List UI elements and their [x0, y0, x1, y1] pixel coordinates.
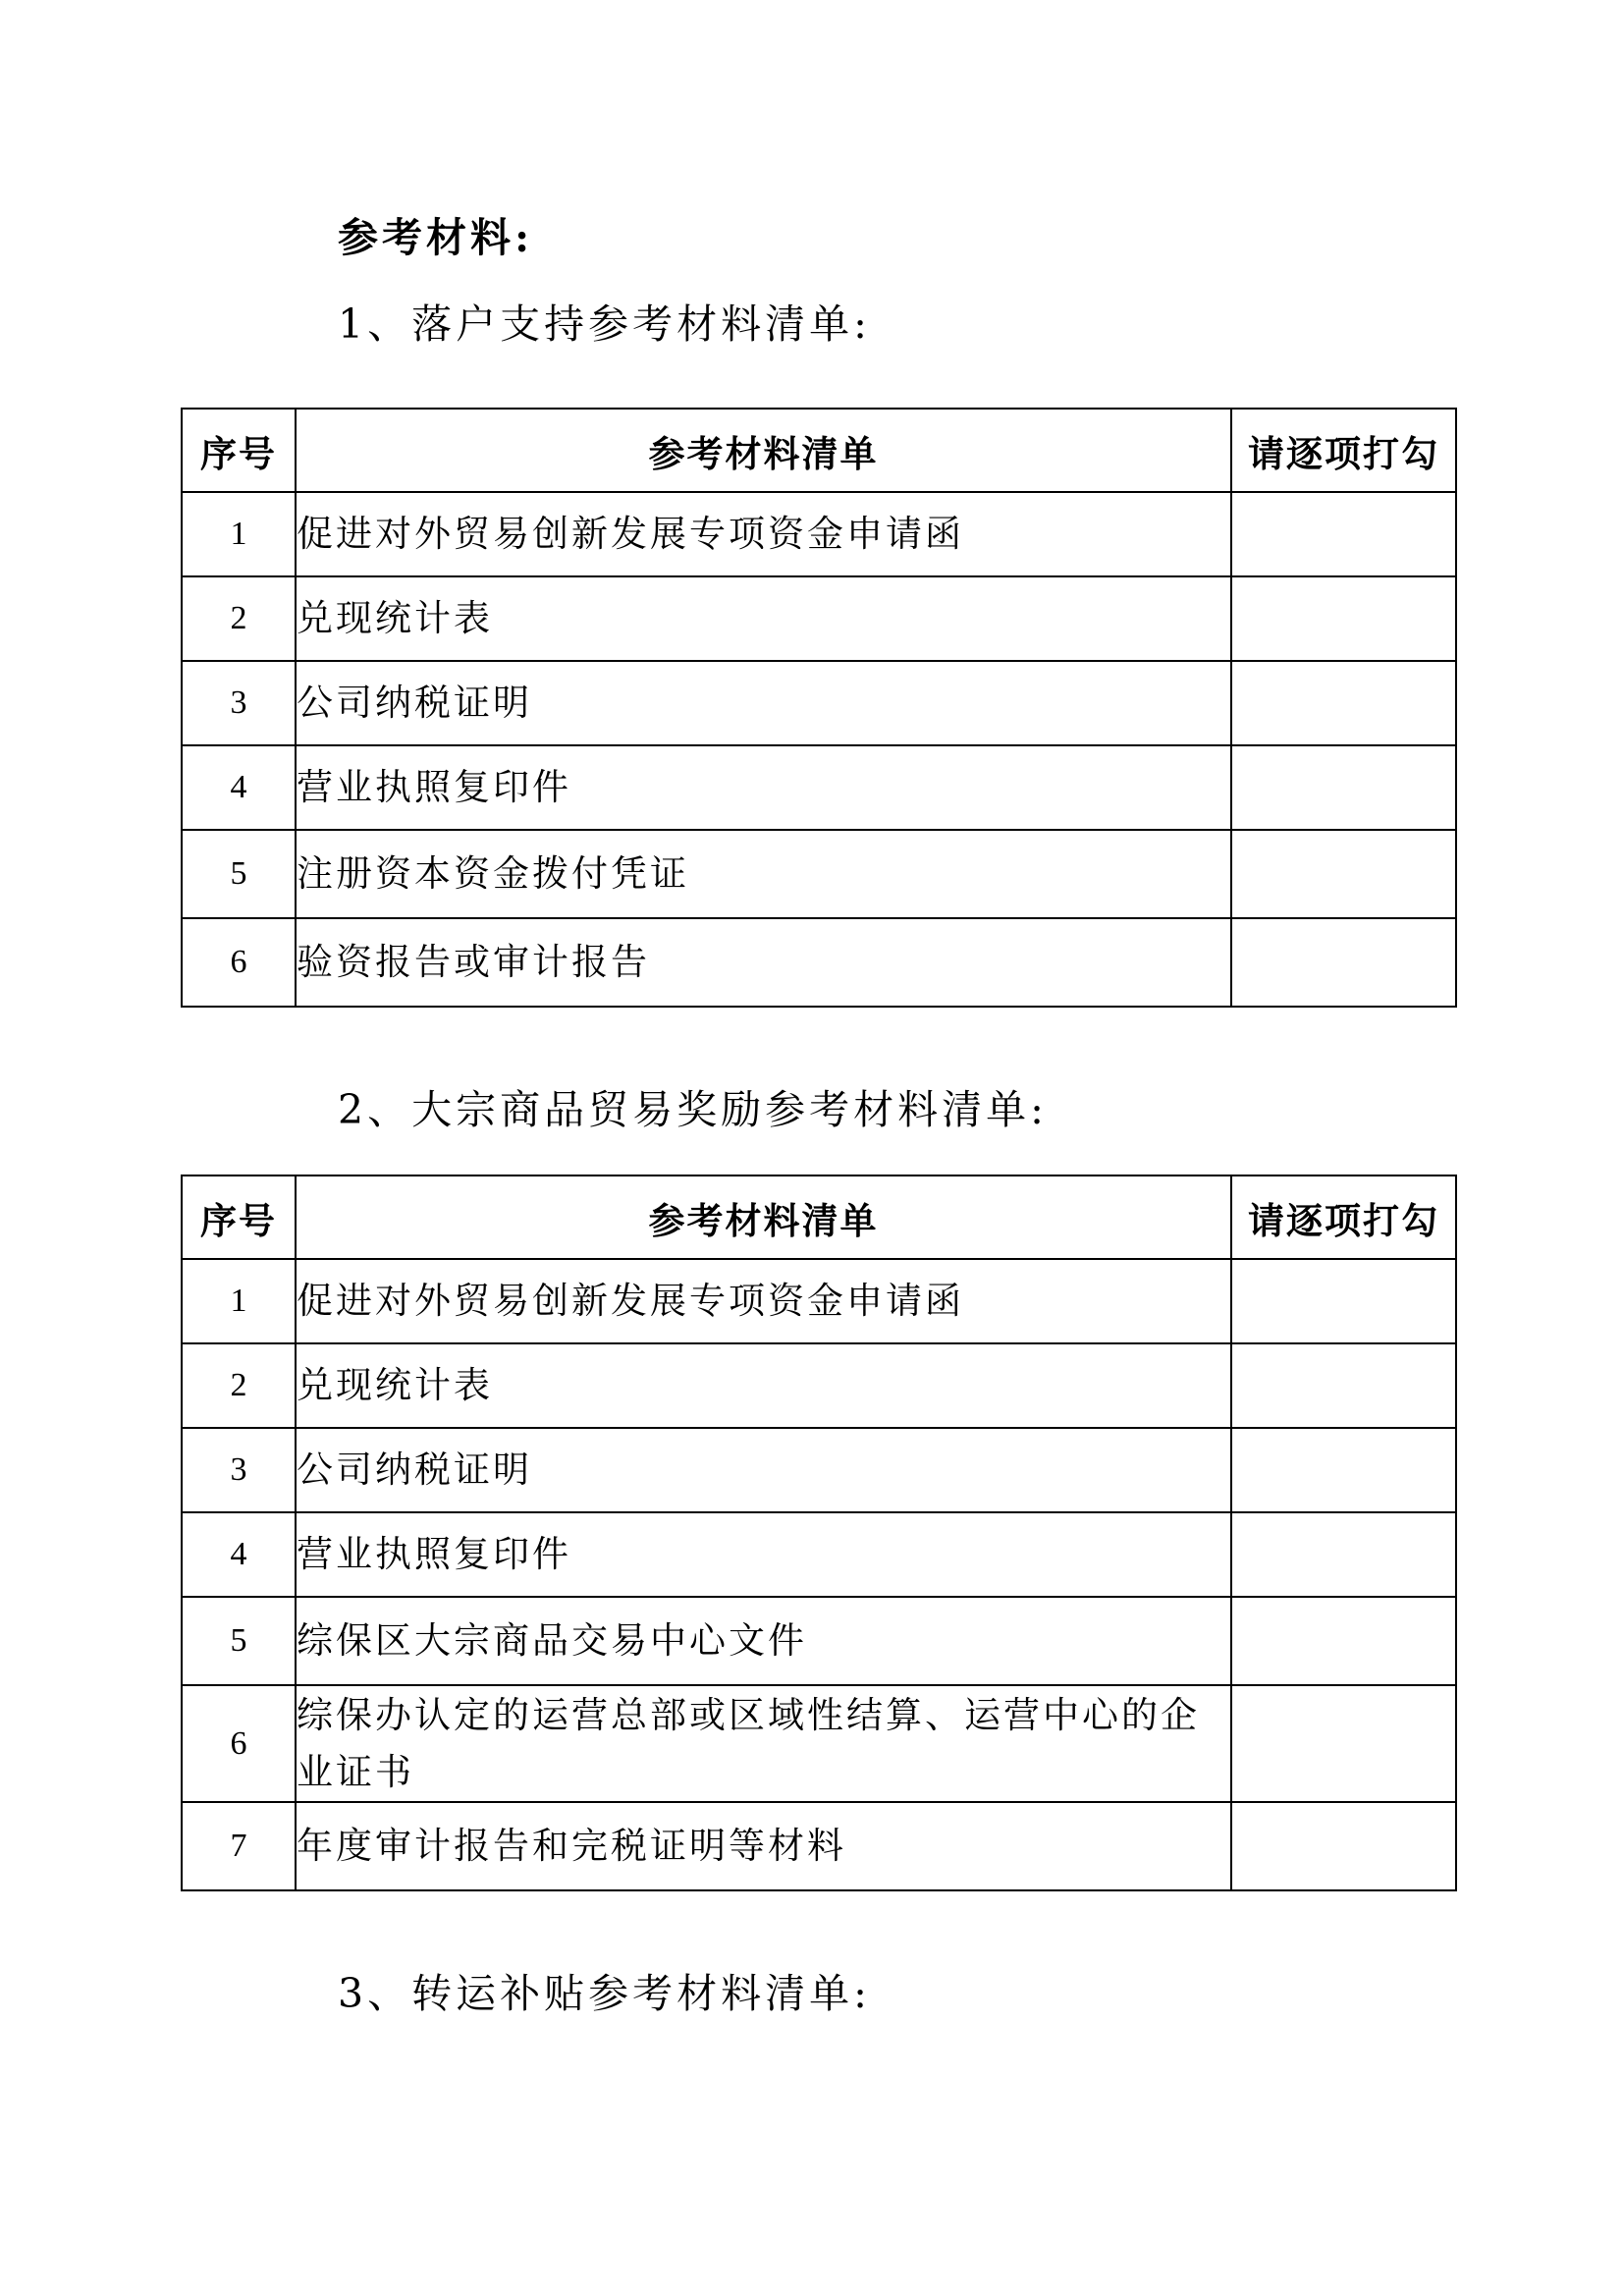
page-title: 参考材料:: [338, 214, 534, 261]
row-number: 6: [182, 918, 296, 1007]
row-checkbox-cell[interactable]: [1231, 1802, 1456, 1890]
row-number: 4: [182, 745, 296, 830]
section-3-title: 3、转运补贴参考材料清单:: [338, 1970, 871, 2017]
row-checkbox-cell[interactable]: [1231, 1343, 1456, 1428]
section-1-checklist-table: [181, 408, 1457, 1008]
table-row: [182, 1685, 1456, 1802]
row-number: 4: [182, 1512, 296, 1597]
table-row: [182, 918, 1456, 1007]
table-row: [182, 576, 1456, 661]
row-number: 7: [182, 1802, 296, 1890]
table-row: [182, 830, 1456, 918]
row-number: 2: [182, 576, 296, 661]
row-material: 促进对外贸易创新发展专项资金申请函: [296, 1259, 1231, 1343]
row-checkbox-cell[interactable]: [1231, 830, 1456, 918]
row-material: 综保区大宗商品交易中心文件: [296, 1597, 1231, 1685]
table-row: [182, 1802, 1456, 1890]
table-row: [182, 1343, 1456, 1428]
row-material: 公司纳税证明: [296, 1428, 1231, 1512]
row-number: 3: [182, 661, 296, 745]
row-material: 营业执照复印件: [296, 745, 1231, 830]
row-material: 兑现统计表: [296, 576, 1231, 661]
row-checkbox-cell[interactable]: [1231, 1597, 1456, 1685]
row-number: 2: [182, 1343, 296, 1428]
table-row: [182, 1259, 1456, 1343]
row-checkbox-cell[interactable]: [1231, 1428, 1456, 1512]
row-material: 注册资本资金拨付凭证: [296, 830, 1231, 918]
row-checkbox-cell[interactable]: [1231, 492, 1456, 576]
table-header-row: [182, 409, 1456, 492]
row-number: 1: [182, 492, 296, 576]
table-row: [182, 492, 1456, 576]
row-material: 营业执照复印件: [296, 1512, 1231, 1597]
row-material: 验资报告或审计报告: [296, 918, 1231, 1007]
table-row: [182, 661, 1456, 745]
column-header-materials: 参考材料清单: [296, 1175, 1231, 1259]
row-number: 1: [182, 1259, 296, 1343]
row-checkbox-cell[interactable]: [1231, 745, 1456, 830]
table-row: [182, 745, 1456, 830]
row-number: 6: [182, 1685, 296, 1802]
table-row: [182, 1512, 1456, 1597]
row-number: 5: [182, 830, 296, 918]
row-checkbox-cell[interactable]: [1231, 1512, 1456, 1597]
row-material: 促进对外贸易创新发展专项资金申请函: [296, 492, 1231, 576]
section-2-title: 2、大宗商品贸易奖励参考材料清单:: [338, 1086, 1048, 1133]
column-header-check: 请逐项打勾: [1231, 1175, 1456, 1259]
row-checkbox-cell[interactable]: [1231, 1259, 1456, 1343]
row-material: 年度审计报告和完税证明等材料: [296, 1802, 1231, 1890]
row-checkbox-cell[interactable]: [1231, 918, 1456, 1007]
row-number: 3: [182, 1428, 296, 1512]
row-material: 公司纳税证明: [296, 661, 1231, 745]
row-material: 综保办认定的运营总部或区域性结算、运营中心的企业证书: [296, 1685, 1231, 1802]
row-checkbox-cell[interactable]: [1231, 661, 1456, 745]
column-header-materials: 参考材料清单: [296, 409, 1231, 492]
column-header-number: 序号: [182, 409, 296, 492]
row-material: 兑现统计表: [296, 1343, 1231, 1428]
column-header-number: 序号: [182, 1175, 296, 1259]
table-row: [182, 1428, 1456, 1512]
row-checkbox-cell[interactable]: [1231, 1685, 1456, 1802]
section-2-checklist-table: [181, 1175, 1457, 1891]
section-1-title: 1、落户支持参考材料清单:: [338, 301, 871, 348]
table-row: [182, 1597, 1456, 1685]
row-number: 5: [182, 1597, 296, 1685]
table-header-row: [182, 1175, 1456, 1259]
row-checkbox-cell[interactable]: [1231, 576, 1456, 661]
column-header-check: 请逐项打勾: [1231, 409, 1456, 492]
